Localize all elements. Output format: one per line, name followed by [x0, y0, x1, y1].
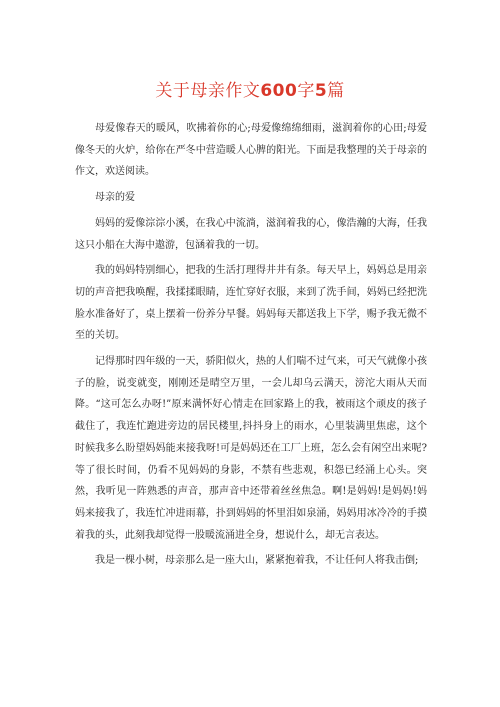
document-body: [75, 118, 427, 576]
paragraph: 我是一棵小树，母亲那么是一座大山，紧紧抱着我，不让任何人将我击倒;: [95, 555, 419, 567]
document-title: [0, 76, 500, 101]
title-suffix: 篇: [327, 81, 345, 101]
title-count: 5: [314, 81, 328, 101]
title-mid: 字: [297, 81, 315, 101]
section-heading: 母亲的爱: [95, 192, 135, 204]
title-number: 600: [260, 81, 298, 101]
paragraph-intro: 母爱像春天的暖风，吹拂着你的心;母爱像绵绵细雨，滋润着你的心田;母爱像冬天的火炉，给你在严冬中营造暖人心脾的阳光。下面是我整理的关于母亲的作文，欢送阅读。: [75, 123, 427, 178]
paragraph: 记得那时四年级的一天，骄阳似火，热的人们喘不过气来，可天气就像小孩子的脸，说变就变，刚刚还是晴空万里，一会儿却乌云满天，滂沱大雨从天而降。“这可怎么办呀!”原来满怀好心情走在回家路上的我，被雨这个顽皮的孩子截住了，我连忙跑进旁边的居民楼里,抖抖身上的雨水，心里装满里焦虑，这个时候我多么盼望妈妈能来接我呀!可是妈妈还在工厂上班，怎么会有闲空出来呢?等了很长时间，仍看不见妈妈的身影，不禁有些悲观，积怨已经涌上心头。突然，我听见一阵熟悉的声音，那声音中还带着丝丝焦急。啊!是妈妈!是妈妈!妈妈来接我了，我连忙冲进雨幕，扑到妈妈的怀里泪如泉涌，妈妈用冰冷冷的手摸着我的头，此刻我却觉得一股暖流涌进全身，想说什么，却无言表达。: [75, 356, 427, 541]
paragraph: 我的妈妈特别细心，把我的生活打理得井井有条。每天早上，妈妈总是用亲切的声音把我唤醒，我揉揉眼睛，连忙穿好衣服，来到了洗手间，妈妈已经把洗脸水准备好了，桌上摆着一份养分早餐。妈妈每天都送我上下学，赐予我无微不至的关切。: [75, 265, 427, 342]
paragraph: 妈妈的爱像淙淙小溪，在我心中流淌，滋润着我的心，像浩瀚的大海，任我这只小船在大海中遨游，包涵着我的一切。: [75, 217, 427, 251]
title-prefix: 关于母亲作文: [155, 81, 261, 101]
